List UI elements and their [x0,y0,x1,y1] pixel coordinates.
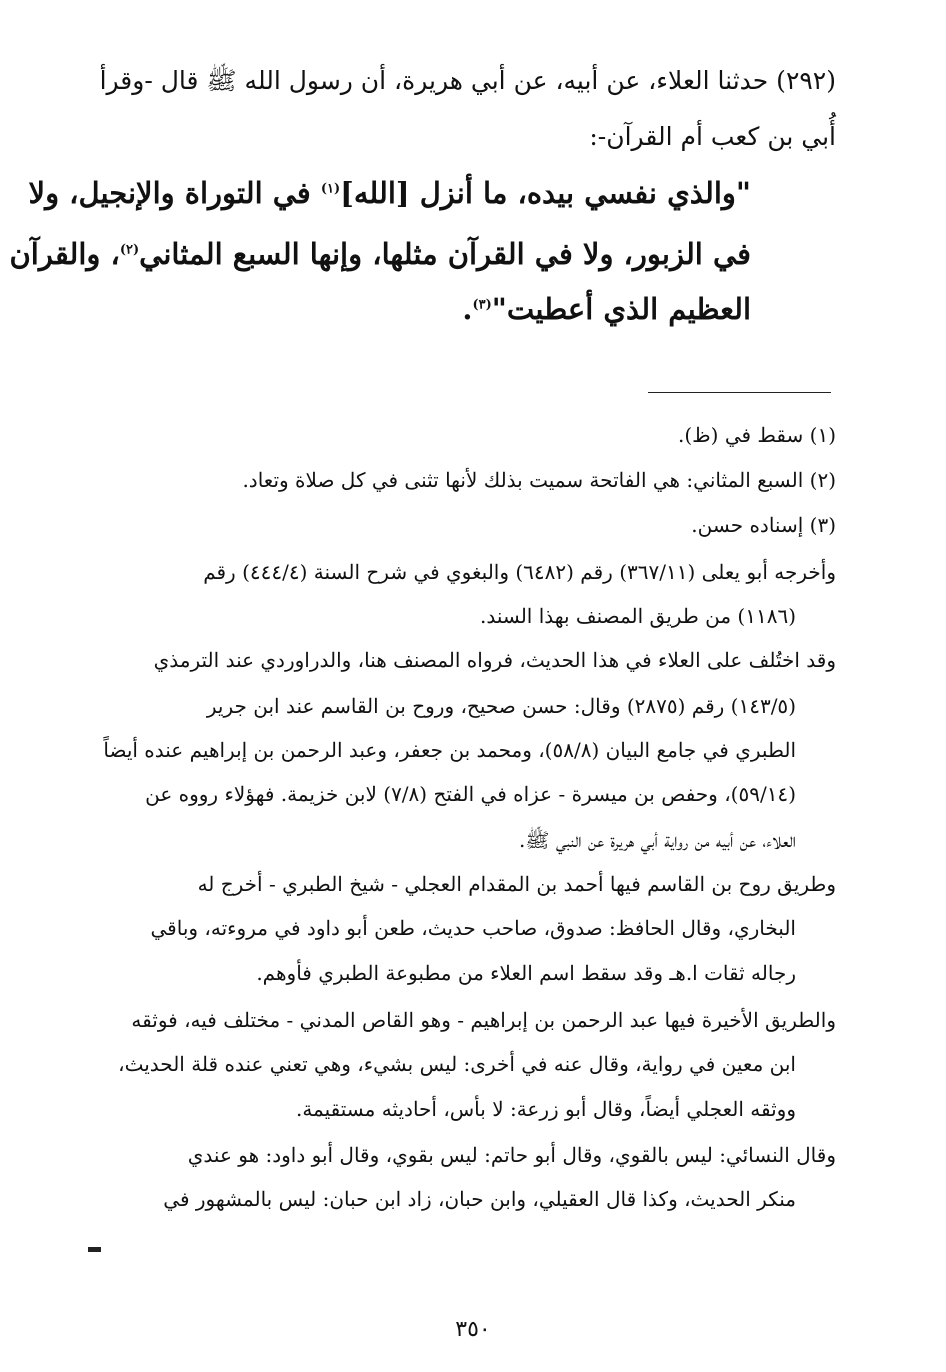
hadith-isnad-line-2: أُبي بن كعب أم القرآن-: [589,122,836,151]
hadith-matn-line-1 [28,163,751,223]
page-number: ٣٥٠ [455,1317,491,1342]
matn-text: العظيم الذي أعطيت" [491,292,751,326]
footnote-text-line: البخاري، وقال الحافظ: صدوق، صاحب حديث، طعن أبو داود في مروءته، وباقي [150,916,796,940]
matn-text: في الزبور، ولا في القرآن مثلها، وإنها السبع المثاني [139,237,751,271]
footnote-3: (٣) إسناده حسن. [691,513,836,537]
footnote-1: (١) سقط في (ظ). [678,423,836,447]
footnote-text-line: وقال النسائي: ليس بالقوي، وقال أبو حاتم: ليس بقوي، وقال أبو داود: هو عندي [187,1143,836,1167]
footnote-text-line: الطبري في جامع البيان (٥٨/٨)، ومحمد بن جعفر، وعبد الرحمن بن إبراهيم عنده أيضاً [103,738,796,762]
footnote-text-line: وطريق روح بن القاسم فيها أحمد بن المقدام العجلي - شيخ الطبري - أخرج له [197,872,836,896]
footnote-text-line: (٥٩/١٤)، وحفص بن ميسرة - عزاه في الفتح (٧/٨) لابن خزيمة. فهؤلاء رووه عن [145,782,796,806]
footnote-text-line: (١١٨٦) من طريق المصنف بهذا السند. [479,604,796,628]
footnote-ref-3: (٣) [472,297,492,313]
footnote-text-line: العلاء، عن أبيه من رواية أبي هريرة عن النبي ﷺ. [518,828,796,852]
hadith-matn-line-2 [9,224,751,284]
footnote-text-line: (١٤٣/٥) رقم (٢٨٧٥) وقال: حسن صحيح، وروح بن القاسم عند ابن جرير [206,694,796,718]
footnote-text-line: منكر الحديث، وكذا قال العقيلي، وابن حبان، زاد ابن حبان: ليس بالمشهور في [163,1187,796,1211]
footnote-separator [648,392,831,393]
matn-text: ، والقرآن [9,237,120,271]
hadith-matn-line-3 [91,279,751,339]
matn-text: . [462,292,473,326]
footnote-text-line: ابن معين في رواية، وقال عنه في أخرى: ليس بشيء، وهي تعني عنده قلة الحديث، [118,1052,796,1076]
hadith-isnad-line-1: (٢٩٢) حدثنا العلاء، عن أبيه، عن أبي هريرة، أن رسول الله ﷺ قال -وقرأ [99,66,836,95]
footnote-2: (٢) السبع المثاني: هي الفاتحة سميت بذلك لأنها تثنى في كل صلاة وتعاد. [242,468,836,492]
footnote-text-line: والطريق الأخيرة فيها عبد الرحمن بن إبراهيم - وهو القاص المدني - مختلف فيه، فوثقه [131,1008,836,1032]
matn-text: في التوراة والإنجيل، ولا [28,176,321,210]
footnote-text-line: ووثقه العجلي أيضاً، وقال أبو زرعة: لا بأس، أحاديثه مستقيمة. [295,1097,796,1121]
matn-text: "والذي نفسي بيده، ما أنزل [الله] [340,176,751,210]
footnote-ref-2: (٢) [119,242,140,258]
footnote-text-line: وقد اختُلف على العلاء في هذا الحديث، فرواه المصنف هنا، والدراوردي عند الترمذي [153,648,836,672]
continuation-mark [88,1247,101,1252]
footnote-ref-1: (١) [320,181,341,197]
footnote-text-line: رجاله ثقات ا.هـ وقد سقط اسم العلاء من مطبوعة الطبري فأوهم. [256,961,796,985]
footnote-text-line: وأخرجه أبو يعلى (٣٦٧/١١) رقم (٦٤٨٢) والبغوي في شرح السنة (٤٤٤/٤) رقم [203,560,836,584]
